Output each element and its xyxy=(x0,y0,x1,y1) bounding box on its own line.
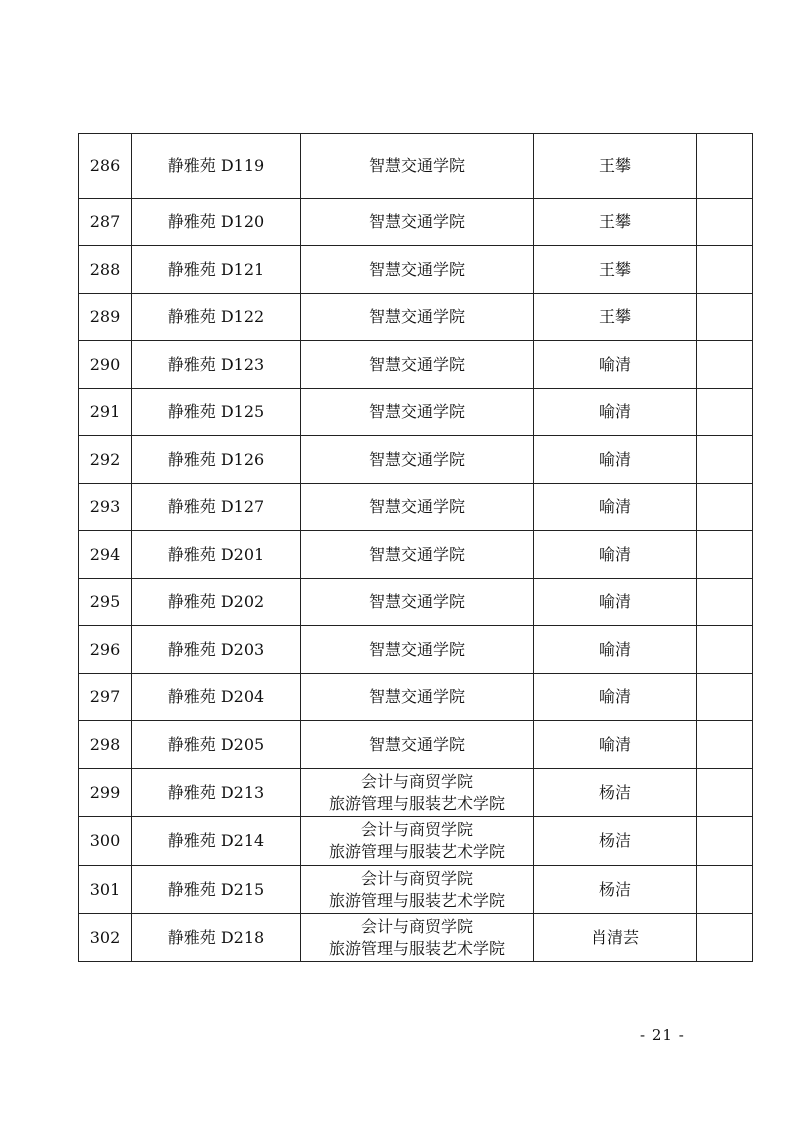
note-cell xyxy=(697,246,753,294)
college-cell xyxy=(301,674,534,721)
college-name: 智慧交通学院 xyxy=(368,212,465,231)
college-cell xyxy=(301,389,534,436)
college-name: 会计与商贸学院 xyxy=(360,868,473,888)
college-name: 旅游管理与服装艺术学院 xyxy=(328,890,505,910)
person-cell: 喻清 xyxy=(534,579,697,626)
college-name: 智慧交通学院 xyxy=(368,354,465,374)
college-name: 会计与商贸学院 xyxy=(360,771,473,791)
person-cell: 喻清 xyxy=(534,674,697,721)
college-cell xyxy=(301,134,534,199)
person-cell: 喻清 xyxy=(534,626,697,674)
table-row xyxy=(79,674,753,721)
person-cell: 杨洁 xyxy=(534,817,697,866)
row-number: 290 xyxy=(79,341,132,389)
row-number: 286 xyxy=(79,134,132,199)
person-cell: 杨洁 xyxy=(534,866,697,914)
room-cell: 静雅苑 D120 xyxy=(132,199,301,246)
college-cell xyxy=(301,817,534,866)
college-name: 智慧交通学院 xyxy=(368,544,465,564)
row-number: 291 xyxy=(79,389,132,436)
row-number: 299 xyxy=(79,769,132,817)
person-cell: 喻清 xyxy=(534,436,697,484)
table-row xyxy=(79,389,753,436)
person-cell: 肖清芸 xyxy=(534,914,697,962)
college-name: 智慧交通学院 xyxy=(368,592,465,611)
note-cell xyxy=(697,817,753,866)
person-cell: 喻清 xyxy=(534,721,697,769)
college-name: 旅游管理与服装艺术学院 xyxy=(328,842,505,861)
note-cell xyxy=(697,484,753,531)
note-cell xyxy=(697,436,753,484)
college-name: 智慧交通学院 xyxy=(368,156,465,175)
college-cell xyxy=(301,531,534,579)
table-row xyxy=(79,246,753,294)
note-cell xyxy=(697,626,753,674)
college-name: 智慧交通学院 xyxy=(368,497,465,516)
college-name: 智慧交通学院 xyxy=(368,687,465,706)
note-cell xyxy=(697,134,753,199)
note-cell xyxy=(697,199,753,246)
page-number: - 21 - xyxy=(640,1026,685,1044)
person-cell: 王攀 xyxy=(534,199,697,246)
person-cell: 王攀 xyxy=(534,246,697,294)
note-cell xyxy=(697,341,753,389)
table-row xyxy=(79,199,753,246)
room-cell: 静雅苑 D214 xyxy=(132,817,301,866)
college-cell xyxy=(301,866,534,914)
college-name: 智慧交通学院 xyxy=(368,734,465,754)
room-cell: 静雅苑 D218 xyxy=(132,914,301,962)
college-cell xyxy=(301,914,534,962)
room-cell: 静雅苑 D201 xyxy=(132,531,301,579)
dorm-assignment-table xyxy=(78,133,753,962)
row-number: 300 xyxy=(79,817,132,866)
table-row xyxy=(79,721,753,769)
note-cell xyxy=(697,914,753,962)
college-name: 智慧交通学院 xyxy=(368,307,465,326)
table-body xyxy=(79,134,753,962)
college-name: 智慧交通学院 xyxy=(368,449,465,469)
table-row xyxy=(79,914,753,962)
college-cell xyxy=(301,341,534,389)
row-number: 287 xyxy=(79,199,132,246)
note-cell xyxy=(697,769,753,817)
college-cell xyxy=(301,246,534,294)
college-name: 旅游管理与服装艺术学院 xyxy=(328,793,505,813)
row-number: 296 xyxy=(79,626,132,674)
person-cell: 喻清 xyxy=(534,531,697,579)
person-cell: 王攀 xyxy=(534,134,697,199)
row-number: 294 xyxy=(79,531,132,579)
table-row xyxy=(79,579,753,626)
college-name: 会计与商贸学院 xyxy=(360,820,473,839)
college-name: 会计与商贸学院 xyxy=(360,916,473,936)
person-cell: 喻清 xyxy=(534,389,697,436)
college-cell xyxy=(301,199,534,246)
note-cell xyxy=(697,294,753,341)
table-row xyxy=(79,626,753,674)
row-number: 288 xyxy=(79,246,132,294)
room-cell: 静雅苑 D203 xyxy=(132,626,301,674)
note-cell xyxy=(697,866,753,914)
room-cell: 静雅苑 D204 xyxy=(132,674,301,721)
college-cell xyxy=(301,579,534,626)
room-cell: 静雅苑 D123 xyxy=(132,341,301,389)
college-name: 智慧交通学院 xyxy=(368,639,465,659)
college-name: 智慧交通学院 xyxy=(368,402,465,421)
table-row xyxy=(79,531,753,579)
note-cell xyxy=(697,674,753,721)
note-cell xyxy=(697,389,753,436)
row-number: 289 xyxy=(79,294,132,341)
table-row xyxy=(79,341,753,389)
person-cell: 喻清 xyxy=(534,341,697,389)
note-cell xyxy=(697,531,753,579)
college-name: 智慧交通学院 xyxy=(368,259,465,279)
college-cell xyxy=(301,769,534,817)
room-cell: 静雅苑 D126 xyxy=(132,436,301,484)
row-number: 298 xyxy=(79,721,132,769)
college-cell xyxy=(301,484,534,531)
row-number: 297 xyxy=(79,674,132,721)
table-row xyxy=(79,484,753,531)
room-cell: 静雅苑 D127 xyxy=(132,484,301,531)
room-cell: 静雅苑 D122 xyxy=(132,294,301,341)
room-cell: 静雅苑 D215 xyxy=(132,866,301,914)
room-cell: 静雅苑 D125 xyxy=(132,389,301,436)
room-cell: 静雅苑 D121 xyxy=(132,246,301,294)
room-cell: 静雅苑 D202 xyxy=(132,579,301,626)
table-row xyxy=(79,294,753,341)
college-cell xyxy=(301,626,534,674)
row-number: 301 xyxy=(79,866,132,914)
room-cell: 静雅苑 D213 xyxy=(132,769,301,817)
college-cell xyxy=(301,294,534,341)
table-row xyxy=(79,436,753,484)
person-cell: 王攀 xyxy=(534,294,697,341)
row-number: 295 xyxy=(79,579,132,626)
note-cell xyxy=(697,721,753,769)
room-cell: 静雅苑 D119 xyxy=(132,134,301,199)
room-cell: 静雅苑 D205 xyxy=(132,721,301,769)
row-number: 302 xyxy=(79,914,132,962)
college-cell xyxy=(301,436,534,484)
note-cell xyxy=(697,579,753,626)
row-number: 293 xyxy=(79,484,132,531)
row-number: 292 xyxy=(79,436,132,484)
person-cell: 喻清 xyxy=(534,484,697,531)
table-row xyxy=(79,866,753,914)
college-cell xyxy=(301,721,534,769)
college-name: 旅游管理与服装艺术学院 xyxy=(328,938,505,958)
person-cell: 杨洁 xyxy=(534,769,697,817)
table-row xyxy=(79,817,753,866)
table-row xyxy=(79,134,753,199)
table-row xyxy=(79,769,753,817)
